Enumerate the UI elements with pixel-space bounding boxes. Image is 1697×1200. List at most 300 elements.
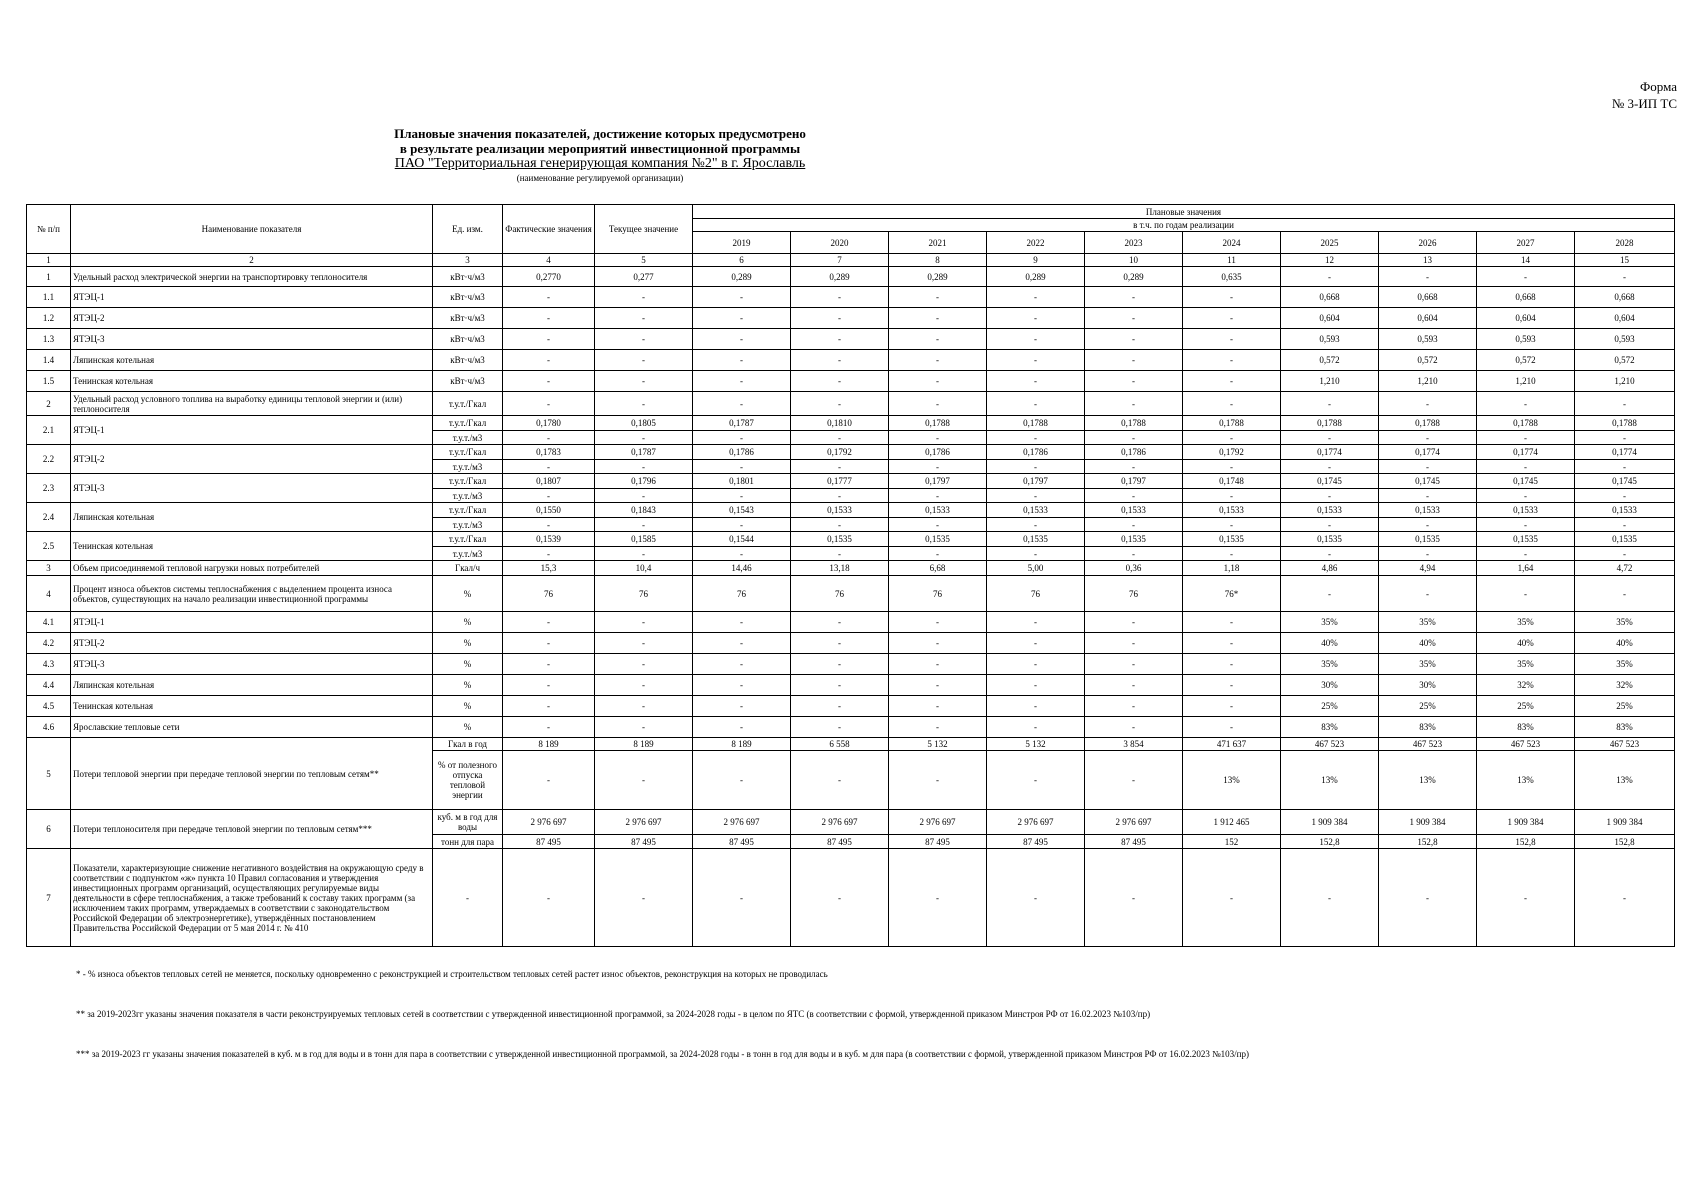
value-cell: 0,1788	[987, 416, 1085, 431]
title-line-1: Плановые значения показателей, достижение которых предусмотрено	[394, 126, 806, 141]
value-cell: -	[1379, 576, 1477, 612]
table-row	[27, 810, 1675, 835]
value-cell: -	[987, 431, 1085, 445]
indicator-name: Ляпинская котельная	[71, 675, 433, 696]
value-cell: -	[1183, 654, 1281, 675]
value-cell: -	[595, 460, 693, 474]
value-cell: -	[889, 371, 987, 392]
value-cell: 0,1797	[987, 474, 1085, 489]
value-cell: -	[693, 654, 791, 675]
value-cell: -	[693, 717, 791, 738]
col-number: 12	[1281, 254, 1379, 267]
value-cell: 13%	[1183, 751, 1281, 810]
value-cell: 76	[503, 576, 595, 612]
value-cell: -	[1085, 696, 1183, 717]
value-cell: 83%	[1477, 717, 1575, 738]
value-cell: -	[1379, 849, 1477, 947]
value-cell: 0,1585	[595, 532, 693, 547]
value-cell: 76	[987, 576, 1085, 612]
value-cell: -	[1281, 392, 1379, 416]
value-cell: 152,8	[1575, 835, 1675, 849]
unit-cell: кВт·ч/м3	[433, 371, 503, 392]
value-cell: -	[889, 489, 987, 503]
col-header-planned: Плановые значения	[693, 205, 1675, 219]
value-cell: 35%	[1575, 654, 1675, 675]
table-row	[27, 392, 1675, 416]
value-cell: 8 189	[503, 738, 595, 751]
unit-cell: Гкал в год	[433, 738, 503, 751]
value-cell: -	[889, 547, 987, 561]
value-cell: 1 909 384	[1379, 810, 1477, 835]
value-cell: -	[595, 329, 693, 350]
value-cell: -	[987, 489, 1085, 503]
value-cell: -	[1085, 547, 1183, 561]
value-cell: 0,1745	[1379, 474, 1477, 489]
value-cell: 1,210	[1379, 371, 1477, 392]
col-number: 3	[433, 254, 503, 267]
table-row	[27, 287, 1675, 308]
col-number: 1	[27, 254, 71, 267]
value-cell: -	[693, 518, 791, 532]
value-cell: -	[1379, 547, 1477, 561]
value-cell: -	[889, 329, 987, 350]
value-cell: 0,289	[1085, 267, 1183, 287]
table-row	[27, 738, 1675, 751]
value-cell: -	[1575, 849, 1675, 947]
value-cell: 87 495	[1085, 835, 1183, 849]
value-cell: -	[693, 371, 791, 392]
table-row	[27, 445, 1675, 460]
value-cell: -	[503, 489, 595, 503]
unit-cell: %	[433, 576, 503, 612]
value-cell: -	[595, 633, 693, 654]
value-cell: -	[1183, 287, 1281, 308]
row-number: 2.3	[27, 474, 71, 503]
value-cell: -	[693, 392, 791, 416]
col-header-num: № п/п	[27, 205, 71, 254]
table-row	[27, 371, 1675, 392]
value-cell: 1 909 384	[1477, 810, 1575, 835]
value-cell: -	[1281, 576, 1379, 612]
col-number: 10	[1085, 254, 1183, 267]
value-cell: -	[1183, 460, 1281, 474]
value-cell: -	[1183, 431, 1281, 445]
value-cell: -	[693, 633, 791, 654]
value-cell: -	[987, 518, 1085, 532]
value-cell: 0,1745	[1477, 474, 1575, 489]
col-number: 2	[71, 254, 433, 267]
value-cell: -	[693, 675, 791, 696]
table-row	[27, 350, 1675, 371]
indicator-name: Объем присоединяемой тепловой нагрузки новых потребителей	[71, 561, 433, 576]
value-cell: -	[1281, 547, 1379, 561]
value-cell: 0,1745	[1575, 474, 1675, 489]
value-cell: 0,1787	[693, 416, 791, 431]
value-cell: -	[889, 654, 987, 675]
col-header-year: 2028	[1575, 232, 1675, 254]
value-cell: 40%	[1575, 633, 1675, 654]
value-cell: -	[987, 633, 1085, 654]
indicator-name: ЯТЭЦ-1	[71, 287, 433, 308]
indicator-name: ЯТЭЦ-3	[71, 329, 433, 350]
unit-cell: %	[433, 696, 503, 717]
value-cell: -	[987, 849, 1085, 947]
unit-cell: кВт·ч/м3	[433, 267, 503, 287]
unit-cell: %	[433, 633, 503, 654]
value-cell: -	[503, 717, 595, 738]
value-cell: -	[503, 460, 595, 474]
value-cell: 467 523	[1379, 738, 1477, 751]
value-cell: 8 189	[595, 738, 693, 751]
value-cell: 0,1533	[987, 503, 1085, 518]
indicator-name: ЯТЭЦ-1	[71, 612, 433, 633]
row-number: 7	[27, 849, 71, 947]
value-cell: -	[503, 849, 595, 947]
value-cell: 0,1774	[1477, 445, 1575, 460]
value-cell: 0,1533	[1183, 503, 1281, 518]
col-number: 14	[1477, 254, 1575, 267]
value-cell: 25%	[1281, 696, 1379, 717]
value-cell: -	[889, 751, 987, 810]
unit-cell: %	[433, 717, 503, 738]
value-cell: -	[1575, 489, 1675, 503]
value-cell: -	[791, 287, 889, 308]
value-cell: 0,289	[889, 267, 987, 287]
table-row	[27, 503, 1675, 518]
value-cell: -	[791, 350, 889, 371]
col-number: 11	[1183, 254, 1281, 267]
value-cell: -	[1575, 576, 1675, 612]
value-cell: -	[1379, 392, 1477, 416]
value-cell: -	[1183, 489, 1281, 503]
value-cell: -	[693, 849, 791, 947]
value-cell: -	[889, 287, 987, 308]
row-number: 2	[27, 392, 71, 416]
indicator-name: Процент износа объектов системы теплоснабжения с выделением процента износа объектов, существующих на начало реализации инвестиционной программы	[71, 576, 433, 612]
value-cell: 0,1550	[503, 503, 595, 518]
value-cell: -	[791, 696, 889, 717]
value-cell: -	[1085, 654, 1183, 675]
value-cell: -	[1575, 431, 1675, 445]
value-cell: 0,1788	[1281, 416, 1379, 431]
value-cell: -	[1085, 675, 1183, 696]
value-cell: 76	[595, 576, 693, 612]
row-number: 5	[27, 738, 71, 810]
table-row	[27, 849, 1675, 947]
unit-cell: т.у.т./Гкал	[433, 416, 503, 431]
value-cell: -	[595, 392, 693, 416]
form-line-1: Форма	[1640, 79, 1677, 94]
table-row	[27, 675, 1675, 696]
value-cell: 0,1535	[1085, 532, 1183, 547]
unit-cell: т.у.т./м3	[433, 518, 503, 532]
value-cell: 0,572	[1379, 350, 1477, 371]
col-number: 4	[503, 254, 595, 267]
value-cell: -	[889, 633, 987, 654]
table-row	[27, 576, 1675, 612]
col-header-current: Текущее значение	[595, 205, 693, 254]
row-number: 1.1	[27, 287, 71, 308]
value-cell: 2 976 697	[1085, 810, 1183, 835]
value-cell: 471 637	[1183, 738, 1281, 751]
value-cell: 0,1788	[1183, 416, 1281, 431]
value-cell: -	[987, 654, 1085, 675]
value-cell: -	[791, 460, 889, 474]
table-row	[27, 696, 1675, 717]
col-header-unit: Ед. изм.	[433, 205, 503, 254]
value-cell: 35%	[1477, 612, 1575, 633]
value-cell: -	[1085, 849, 1183, 947]
footnote-2: ** за 2019-2023гг указаны значения показателя в части реконструируемых тепловых сетей в соответствии с утвержденной инвестиционной программой, за 2024-2028 годы - в целом по ЯТС (в соответствии с формой, утвержденной приказом Минстроя РФ от 16.02.2023 №103/пр)	[76, 1009, 1151, 1019]
value-cell: -	[791, 392, 889, 416]
value-cell: -	[1477, 518, 1575, 532]
value-cell: -	[1085, 350, 1183, 371]
value-cell: 13%	[1575, 751, 1675, 810]
value-cell: -	[791, 633, 889, 654]
value-cell: -	[1575, 392, 1675, 416]
value-cell: -	[693, 431, 791, 445]
col-header-year: 2023	[1085, 232, 1183, 254]
value-cell: -	[595, 675, 693, 696]
value-cell: -	[693, 751, 791, 810]
value-cell: 0,1535	[889, 532, 987, 547]
value-cell: 0,1535	[1477, 532, 1575, 547]
value-cell: 13%	[1477, 751, 1575, 810]
value-cell: -	[595, 518, 693, 532]
table-row	[27, 474, 1675, 489]
value-cell: 0,593	[1379, 329, 1477, 350]
value-cell: 30%	[1379, 675, 1477, 696]
value-cell: 5,00	[987, 561, 1085, 576]
value-cell: -	[1379, 518, 1477, 532]
indicator-name: Тенинская котельная	[71, 696, 433, 717]
value-cell: -	[1085, 717, 1183, 738]
unit-cell: т.у.т./м3	[433, 547, 503, 561]
unit-cell: -	[433, 849, 503, 947]
table-row	[27, 633, 1675, 654]
value-cell: 83%	[1281, 717, 1379, 738]
value-cell: 0,1780	[503, 416, 595, 431]
row-number: 2.4	[27, 503, 71, 532]
value-cell: -	[889, 350, 987, 371]
value-cell: 3 854	[1085, 738, 1183, 751]
value-cell: 40%	[1281, 633, 1379, 654]
unit-cell: т.у.т./м3	[433, 460, 503, 474]
unit-cell: куб. м в год для воды	[433, 810, 503, 835]
value-cell: 0,1792	[1183, 445, 1281, 460]
row-number: 2.2	[27, 445, 71, 474]
value-cell: -	[1183, 696, 1281, 717]
col-number: 7	[791, 254, 889, 267]
value-cell: 467 523	[1575, 738, 1675, 751]
value-cell: -	[1477, 392, 1575, 416]
value-cell: -	[1183, 350, 1281, 371]
indicator-name: Удельный расход условного топлива на выработку единицы тепловой энергии и (или) теплоносителя	[71, 392, 433, 416]
indicator-name: ЯТЭЦ-1	[71, 416, 433, 445]
value-cell: 0,668	[1379, 287, 1477, 308]
unit-cell: Гкал/ч	[433, 561, 503, 576]
table-row	[27, 654, 1675, 675]
value-cell: -	[1477, 460, 1575, 474]
value-cell: -	[1281, 431, 1379, 445]
row-number: 1.2	[27, 308, 71, 329]
value-cell: 1 909 384	[1575, 810, 1675, 835]
value-cell: -	[503, 308, 595, 329]
col-number: 8	[889, 254, 987, 267]
indicators-table	[26, 204, 1675, 947]
value-cell: 0,593	[1477, 329, 1575, 350]
value-cell: -	[1183, 518, 1281, 532]
value-cell: 76	[791, 576, 889, 612]
value-cell: 0,36	[1085, 561, 1183, 576]
value-cell: 0,1777	[791, 474, 889, 489]
value-cell: 152,8	[1281, 835, 1379, 849]
col-number: 13	[1379, 254, 1477, 267]
value-cell: -	[1281, 518, 1379, 532]
value-cell: 0,1535	[1183, 532, 1281, 547]
value-cell: -	[503, 751, 595, 810]
value-cell: -	[1085, 489, 1183, 503]
value-cell: 0,668	[1281, 287, 1379, 308]
value-cell: -	[693, 460, 791, 474]
unit-cell: кВт·ч/м3	[433, 350, 503, 371]
value-cell: -	[1183, 308, 1281, 329]
value-cell: -	[595, 717, 693, 738]
value-cell: 0,572	[1281, 350, 1379, 371]
value-cell: 152,8	[1379, 835, 1477, 849]
value-cell: 0,1788	[1575, 416, 1675, 431]
unit-cell: т.у.т./Гкал	[433, 503, 503, 518]
value-cell: -	[791, 675, 889, 696]
value-cell: 467 523	[1477, 738, 1575, 751]
value-cell: -	[1183, 675, 1281, 696]
value-cell: 0,1796	[595, 474, 693, 489]
value-cell: 76	[889, 576, 987, 612]
value-cell: 0,1543	[693, 503, 791, 518]
value-cell: 87 495	[791, 835, 889, 849]
value-cell: -	[987, 675, 1085, 696]
value-cell: 5 132	[987, 738, 1085, 751]
value-cell: -	[503, 371, 595, 392]
value-cell: 76*	[1183, 576, 1281, 612]
value-cell: 2 976 697	[791, 810, 889, 835]
value-cell: -	[791, 612, 889, 633]
value-cell: 32%	[1575, 675, 1675, 696]
value-cell: 40%	[1379, 633, 1477, 654]
value-cell: -	[1085, 612, 1183, 633]
value-cell: 35%	[1281, 612, 1379, 633]
value-cell: 0,1774	[1379, 445, 1477, 460]
value-cell: -	[693, 308, 791, 329]
col-header-year: 2022	[987, 232, 1085, 254]
row-number: 4.3	[27, 654, 71, 675]
indicator-name: Тенинская котельная	[71, 371, 433, 392]
indicator-name: Ляпинская котельная	[71, 503, 433, 532]
value-cell: -	[889, 849, 987, 947]
value-cell: -	[595, 654, 693, 675]
value-cell: 8 189	[693, 738, 791, 751]
unit-cell: кВт·ч/м3	[433, 287, 503, 308]
value-cell: 0,1786	[987, 445, 1085, 460]
value-cell: -	[1575, 460, 1675, 474]
value-cell: -	[889, 431, 987, 445]
col-header-year: 2020	[791, 232, 889, 254]
value-cell: -	[791, 489, 889, 503]
indicator-name: Ярославские тепловые сети	[71, 717, 433, 738]
value-cell: 0,668	[1575, 287, 1675, 308]
value-cell: -	[595, 431, 693, 445]
unit-cell: т.у.т./Гкал	[433, 392, 503, 416]
value-cell: -	[1085, 392, 1183, 416]
value-cell: 30%	[1281, 675, 1379, 696]
indicator-name: Потери тепловой энергии при передаче тепловой энергии по тепловым сетям**	[71, 738, 433, 810]
value-cell: -	[503, 518, 595, 532]
value-cell: 0,1533	[1477, 503, 1575, 518]
value-cell: 0,1843	[595, 503, 693, 518]
value-cell: -	[889, 717, 987, 738]
value-cell: -	[987, 751, 1085, 810]
value-cell: 2 976 697	[693, 810, 791, 835]
value-cell: 1 912 465	[1183, 810, 1281, 835]
value-cell: 13%	[1281, 751, 1379, 810]
value-cell: 0,572	[1477, 350, 1575, 371]
col-header-year: 2024	[1183, 232, 1281, 254]
value-cell: 0,593	[1281, 329, 1379, 350]
value-cell: -	[1183, 633, 1281, 654]
value-cell: 0,289	[791, 267, 889, 287]
value-cell: -	[889, 308, 987, 329]
value-cell: -	[889, 696, 987, 717]
row-number: 4.6	[27, 717, 71, 738]
unit-cell: %	[433, 654, 503, 675]
table-row	[27, 532, 1675, 547]
value-cell: -	[693, 489, 791, 503]
value-cell: -	[889, 612, 987, 633]
value-cell: -	[889, 460, 987, 474]
value-cell: 1,18	[1183, 561, 1281, 576]
value-cell: -	[503, 392, 595, 416]
table-row	[27, 561, 1675, 576]
indicator-name: ЯТЭЦ-2	[71, 308, 433, 329]
value-cell: -	[503, 431, 595, 445]
organization-caption: (наименование регулируемой организации)	[516, 173, 684, 183]
value-cell: 0,1810	[791, 416, 889, 431]
value-cell: -	[503, 675, 595, 696]
value-cell: 35%	[1379, 654, 1477, 675]
value-cell: 25%	[1379, 696, 1477, 717]
value-cell: 0,604	[1379, 308, 1477, 329]
value-cell: 1,210	[1281, 371, 1379, 392]
value-cell: -	[1183, 547, 1281, 561]
table-row	[27, 612, 1675, 633]
value-cell: 87 495	[595, 835, 693, 849]
col-number: 5	[595, 254, 693, 267]
value-cell: 0,1533	[889, 503, 987, 518]
value-cell: 15,3	[503, 561, 595, 576]
value-cell: -	[987, 696, 1085, 717]
value-cell: -	[987, 392, 1085, 416]
table-row	[27, 329, 1675, 350]
value-cell: -	[595, 849, 693, 947]
footnote-1: * - % износа объектов тепловых сетей не меняется, поскольку одновременно с реконструкцией и строительством тепловых сетей растет износ объектов, реконструкция на которых не проводилась	[76, 969, 828, 979]
value-cell: 0,1788	[889, 416, 987, 431]
value-cell: 35%	[1281, 654, 1379, 675]
unit-cell: т.у.т./Гкал	[433, 445, 503, 460]
value-cell: -	[693, 612, 791, 633]
value-cell: 4,94	[1379, 561, 1477, 576]
value-cell: 0,277	[595, 267, 693, 287]
row-number: 4.2	[27, 633, 71, 654]
